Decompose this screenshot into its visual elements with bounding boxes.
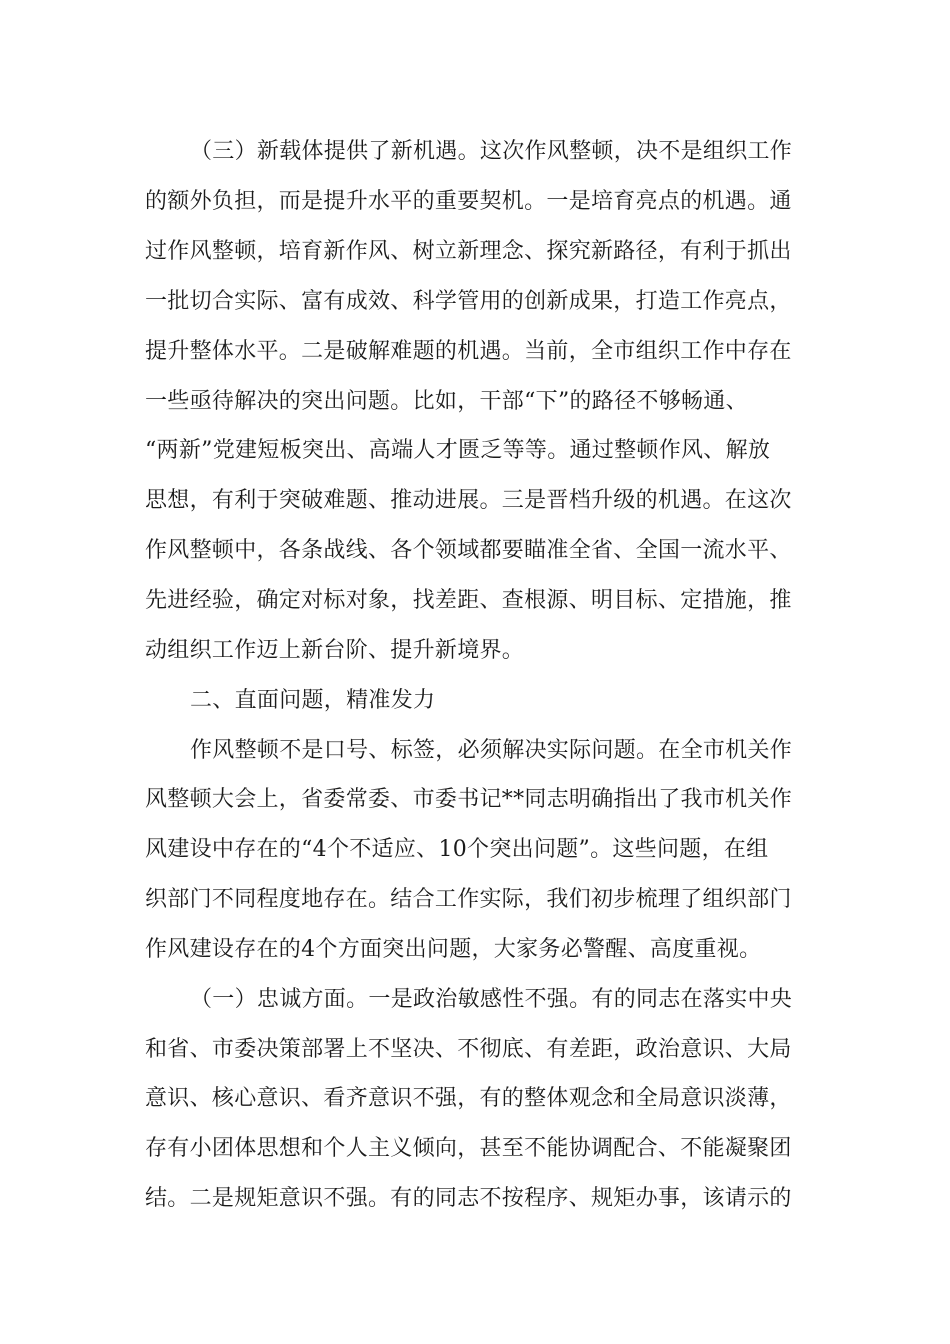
paragraph-line: 思想，有利于突破难题、推动进展。三是晋档升级的机遇。在这次 bbox=[145, 488, 792, 513]
paragraph-line: 风整顿大会上，省委常委、市委书记**同志明确指出了我市机关作 bbox=[145, 787, 793, 812]
paragraph-line: 提升整体水平。二是破解难题的机遇。当前，全市组织工作中存在 bbox=[145, 339, 792, 364]
paragraph-line: 一些亟待解决的突出问题。比如，干部“下”的路径不够畅通、 bbox=[145, 389, 748, 414]
paragraph-line: 意识、核心意识、看齐意识不强，有的整体观念和全局意识淡薄， bbox=[145, 1086, 792, 1111]
paragraph-line: （三）新载体提供了新机遇。这次作风整顿，决不是组织工作 bbox=[190, 139, 793, 164]
paragraph-line: 动组织工作迈上新台阶、提升新境界。 bbox=[145, 638, 525, 663]
paragraph-line: 先进经验，确定对标对象，找差距、查根源、明目标、定措施，推 bbox=[145, 588, 792, 613]
paragraph-line: 作风整顿不是口号、标签，必须解决实际问题。在全市机关作 bbox=[190, 738, 793, 763]
paragraph-line: 一批切合实际、富有成效、科学管用的创新成果，打造工作亮点， bbox=[145, 289, 792, 314]
paragraph-line: 存有小团体思想和个人主义倾向，甚至不能协调配合、不能凝聚团 bbox=[145, 1136, 792, 1161]
paragraph-line: 作风整顿中，各条战线、各个领域都要瞄准全省、全国一流水平、 bbox=[145, 538, 792, 563]
section-heading: 二、直面问题，精准发力 bbox=[190, 688, 436, 713]
paragraph-line: 作风建设存在的4个方面突出问题，大家务必警醒、高度重视。 bbox=[145, 937, 762, 962]
paragraph-line: 风建设中存在的“4个不适应、10个突出问题”。这些问题，在组 bbox=[145, 837, 769, 862]
paragraph-line: 和省、市委决策部署上不坚决、不彻底、有差距，政治意识、大局 bbox=[145, 1037, 792, 1062]
paragraph-line: 织部门不同程度地存在。结合工作实际，我们初步梳理了组织部门 bbox=[145, 887, 792, 912]
paragraph-line: 过作风整顿，培育新作风、树立新理念、探究新路径，有利于抓出 bbox=[145, 239, 792, 264]
paragraph-line: （一）忠诚方面。一是政治敏感性不强。有的同志在落实中央 bbox=[190, 987, 793, 1012]
paragraph-line: “两新”党建短板突出、高端人才匮乏等等。通过整顿作风、解放 bbox=[145, 438, 771, 463]
paragraph-line: 的额外负担，而是提升水平的重要契机。一是培育亮点的机遇。通 bbox=[145, 189, 792, 214]
paragraph-line: 结。二是规矩意识不强。有的同志不按程序、规矩办事，该请示的 bbox=[145, 1186, 792, 1211]
